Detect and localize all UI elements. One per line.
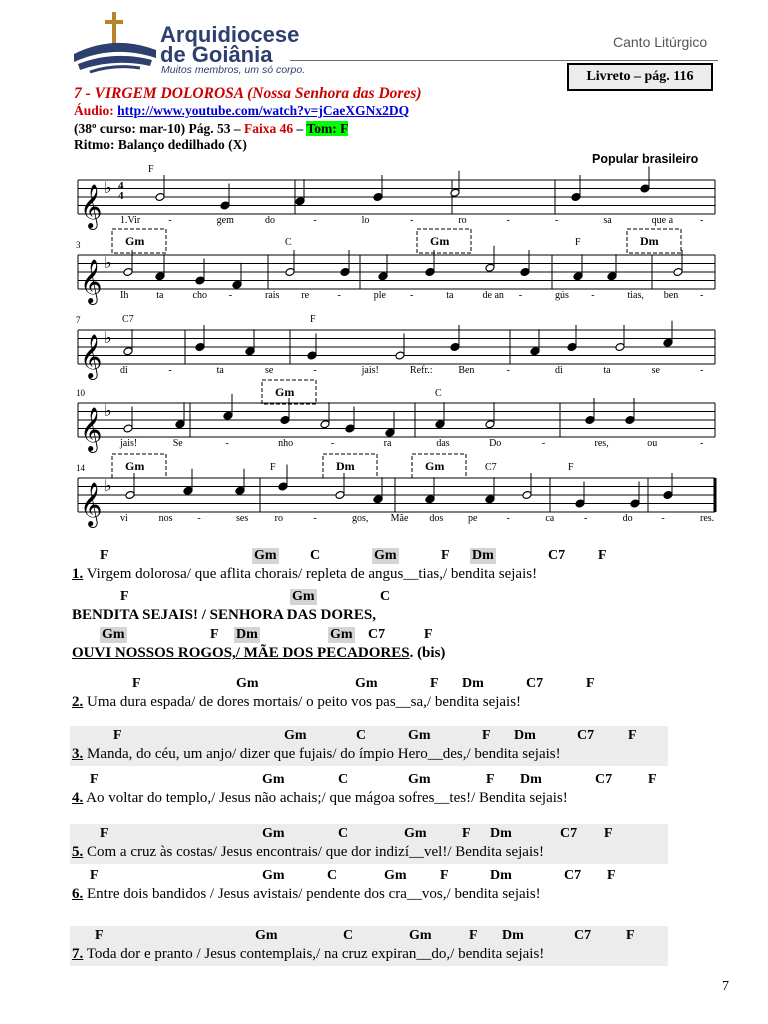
chord-symbol: F <box>604 826 613 841</box>
chord-symbol: F <box>607 868 616 883</box>
lyric-syllable: Se <box>172 438 183 449</box>
chord-symbol: C <box>327 868 338 883</box>
lyric-syllable: Ih <box>120 290 129 301</box>
lyric-syllable: se <box>265 365 274 376</box>
chord-symbol: Gm <box>102 627 125 642</box>
chord-symbol: C <box>356 728 367 743</box>
lyric-syllable: vi <box>120 513 128 524</box>
chord-row <box>0 826 768 846</box>
audio-label: Áudio: <box>74 103 114 118</box>
verse-text: Manda, do céu, um anjo/ dizer que fujais/ do ímpio Hero__des,/ bendita sejais! <box>83 746 561 762</box>
verse-line <box>72 694 521 714</box>
verse-line <box>72 886 541 906</box>
chord-symbol: Dm <box>490 868 512 883</box>
chord-symbol: Gm <box>254 548 277 563</box>
lyric-syllable: - <box>168 215 172 226</box>
chord-symbol: F <box>462 826 471 841</box>
lyric-syllable: ses <box>236 513 249 524</box>
lyric-syllable: nos <box>158 513 173 524</box>
chord-symbol: C <box>310 548 321 563</box>
flat-sign-icon: ♭ <box>104 180 112 197</box>
lyric-syllable: ca <box>545 513 555 524</box>
chord-symbol: Gm <box>374 548 397 563</box>
chord-symbol: C <box>380 589 391 604</box>
lyric-syllable: - <box>700 290 704 301</box>
treble-clef-icon: 𝄞 <box>80 336 103 378</box>
chord-symbol: F <box>210 627 219 642</box>
chord-symbol: C7 <box>368 627 386 642</box>
lyric-syllable: - <box>313 215 317 226</box>
lyric-syllable: - <box>591 290 595 301</box>
flat-sign-icon: ♭ <box>104 330 112 347</box>
treble-clef-icon: 𝄞 <box>80 484 103 526</box>
lyric-syllable: ta <box>156 290 164 301</box>
chord-row <box>0 548 768 568</box>
lyric-syllable: di <box>555 365 563 376</box>
chord-symbol: F <box>424 627 433 642</box>
chord-symbol: Gm <box>384 868 407 883</box>
verse-text: Virgem dolorosa/ que aflita chorais/ repleta de angus__tias,/ bendita sejais! <box>83 566 538 582</box>
lyric-syllable: - <box>313 513 317 524</box>
verse-text: Com a cruz às costas/ Jesus encontrais/ que dor indizí__vel!/ Bendita sejais! <box>83 844 544 860</box>
lyric-syllable: lo <box>361 215 370 226</box>
chord-row <box>0 728 768 748</box>
chord-symbol: C <box>285 237 292 248</box>
lyric-syllable: que a <box>651 215 674 226</box>
org-name-line2: de Goiânia <box>160 42 273 67</box>
time-signature-top: 4 <box>118 180 124 192</box>
lyric-syllable: - <box>584 513 588 524</box>
lyric-syllable: - <box>661 513 665 524</box>
track-number: Faixa 46 <box>244 121 294 136</box>
chord-symbol: F <box>628 728 637 743</box>
flat-sign-icon: ♭ <box>104 403 112 420</box>
verse-line <box>72 566 537 586</box>
lyric-syllable: ro <box>458 215 467 226</box>
chord-symbol: F <box>310 314 316 325</box>
chord-symbol: Gm <box>262 868 285 883</box>
chord-row <box>0 928 768 948</box>
lyric-syllable: - <box>330 438 335 449</box>
lyric-syllable: Do <box>489 438 502 449</box>
chord-symbol: Gm <box>236 676 259 691</box>
lyric-syllable: - <box>506 215 511 226</box>
chord-symbol: Gm <box>404 826 427 841</box>
lyric-syllable: ben <box>663 290 679 301</box>
refrain-line-2 <box>72 645 445 662</box>
lyric-syllable: - <box>228 290 233 301</box>
verse-line <box>72 844 544 864</box>
verse-number: 7. <box>72 946 84 962</box>
lyric-syllable: gos, <box>352 513 369 524</box>
chord-symbol: F <box>120 589 129 604</box>
lyric-syllable: - <box>506 365 511 376</box>
chord-symbol: C7 <box>574 928 592 943</box>
lyric-syllable: - <box>541 438 546 449</box>
chord-symbol: F <box>100 826 109 841</box>
lyric-syllable: - <box>168 365 172 376</box>
chord-symbol: Gm <box>262 826 285 841</box>
chord-symbol: F <box>626 928 635 943</box>
chord-symbol: F <box>575 237 581 248</box>
booklet-page-ref: Livreto – pág. 116 <box>567 63 713 91</box>
key-badge: Tom: F <box>306 121 349 136</box>
lyric-syllable: se <box>651 365 661 376</box>
chord-row <box>0 589 768 609</box>
verse-text: Uma dura espada/ de dores mortais/ o peito vos pas__sa,/ bendita sejais! <box>83 694 522 710</box>
chord-symbol: Dm <box>502 928 524 943</box>
chord-symbol: F <box>100 548 109 563</box>
chord-row <box>0 868 768 888</box>
lyric-syllable: - <box>410 290 414 301</box>
measure-number: 10 <box>76 388 85 398</box>
lyric-syllable: Ben <box>458 365 475 376</box>
verse-number: 1. <box>72 566 84 582</box>
chord-symbol: F <box>430 676 439 691</box>
lyric-syllable: sa <box>603 215 612 226</box>
song-title: 7 - VIRGEM DOLOROSA (Nossa Senhora das Dores) <box>74 85 422 102</box>
chord-symbol: C7 <box>485 462 497 473</box>
chord-symbol: Dm <box>490 826 512 841</box>
chord-symbol: Gm <box>409 928 432 943</box>
lyric-syllable: gem <box>216 215 234 226</box>
chord-symbol: Gm <box>292 589 315 604</box>
lyric-syllable: jais! <box>120 438 138 449</box>
org-name-line1: Arquidiocese <box>160 22 300 47</box>
refrain-text: OUVI NOSSOS ROGOS,/ MÃE DOS PECADORES <box>72 645 410 661</box>
chord-symbol: C <box>343 928 354 943</box>
flat-sign-icon: ♭ <box>104 255 112 272</box>
lyric-syllable: res. <box>700 513 715 524</box>
chord-symbol: Gm <box>275 385 295 399</box>
chord-symbol: C7 <box>595 772 613 787</box>
chord-symbol: Gm <box>330 627 353 642</box>
lyric-syllable: dos <box>429 513 444 524</box>
verse-number: 4. <box>72 790 84 806</box>
lyric-syllable: ou <box>647 438 658 449</box>
flat-sign-icon: ♭ <box>104 478 112 495</box>
lyric-syllable: jais! <box>361 365 379 376</box>
lyric-syllable: - <box>506 513 511 524</box>
chord-symbol: F <box>270 462 276 473</box>
chord-symbol: Dm <box>514 728 536 743</box>
time-signature-bottom: 4 <box>118 190 124 202</box>
lyric-syllable: - <box>700 438 704 449</box>
chord-symbol: Gm <box>125 234 145 248</box>
music-style: Popular brasileiro <box>592 152 699 166</box>
chord-symbol: C7 <box>560 826 578 841</box>
verse-text: Toda dor e pranto / Jesus contemplais,/ na cruz expiran__do,/ bendita sejais! <box>83 946 545 962</box>
lyric-syllable: pe <box>468 513 478 524</box>
chord-symbol: C7 <box>564 868 582 883</box>
chord-symbol: F <box>113 728 122 743</box>
verse-text: Entre dois bandidos / Jesus avistais/ pendente dos cra__vos,/ bendita sejais! <box>83 886 541 902</box>
lyric-syllable: das <box>436 438 450 449</box>
chord-symbol: C <box>435 388 442 399</box>
chord-symbol: Dm <box>640 234 659 248</box>
chord-symbol: F <box>148 164 154 175</box>
lyric-syllable: - <box>410 215 414 226</box>
verse-number: 6. <box>72 886 84 902</box>
measure-number: 7 <box>76 315 81 325</box>
lyric-syllable: nho <box>278 438 294 449</box>
verse-number: 3. <box>72 746 84 762</box>
chord-symbol: Gm <box>262 772 285 787</box>
lyric-syllable: do <box>265 215 275 226</box>
chord-symbol: F <box>648 772 657 787</box>
rhythm-info: Ritmo: Balanço dedilhado (X) <box>74 137 247 152</box>
chord-symbol: F <box>469 928 478 943</box>
measure-number: 3 <box>76 240 81 250</box>
lyric-syllable: - <box>337 290 341 301</box>
lyric-syllable: gús <box>555 290 569 301</box>
chord-symbol: Dm <box>520 772 542 787</box>
chord-symbol: Gm <box>125 459 145 473</box>
verse-line <box>72 946 544 966</box>
chord-symbol: Gm <box>284 728 307 743</box>
separator: – <box>293 121 307 136</box>
chord-symbol: F <box>440 868 449 883</box>
chord-symbol: F <box>95 928 104 943</box>
lyric-syllable: do <box>622 513 633 524</box>
lyric-syllable: ple <box>373 290 386 301</box>
chord-symbol: F <box>482 728 491 743</box>
lyric-syllable: cho <box>192 290 207 301</box>
chord-symbol: Gm <box>355 676 378 691</box>
chord-symbol: C <box>338 826 349 841</box>
treble-clef-icon: 𝄞 <box>80 409 103 451</box>
chord-symbol: F <box>441 548 450 563</box>
verse-line <box>72 790 568 810</box>
chord-symbol: C7 <box>577 728 595 743</box>
org-tagline: Muitos membros, um só corpo. <box>161 64 306 76</box>
chord-symbol: Gm <box>255 928 278 943</box>
lyric-syllable: ta <box>603 365 611 376</box>
verse-line <box>72 746 561 766</box>
lyric-syllable: 1.Vir <box>120 215 141 226</box>
lyric-syllable: de an <box>482 290 504 301</box>
lyric-syllable: - <box>225 438 229 449</box>
chord-symbol: Dm <box>236 627 258 642</box>
lyric-syllable: re <box>301 290 310 301</box>
lyric-syllable: di <box>120 365 128 376</box>
lyric-syllable: - <box>518 290 523 301</box>
chord-symbol: Gm <box>408 772 431 787</box>
chord-symbol: F <box>568 462 574 473</box>
lyric-syllable: - <box>197 513 201 524</box>
lyric-syllable: ta <box>216 365 224 376</box>
chord-row <box>0 772 768 792</box>
audio-link[interactable]: http://www.youtube.com/watch?v=jCaeXGNx2DQ <box>117 103 410 118</box>
lyric-syllable: ta <box>446 290 454 301</box>
chord-symbol: Gm <box>408 728 431 743</box>
chord-symbol: Dm <box>336 459 355 473</box>
chord-symbol: Gm <box>430 234 450 248</box>
chord-symbol: F <box>90 772 99 787</box>
course-text: (38º curso: mar-10) Pág. 53 – <box>74 121 245 136</box>
lyric-syllable: - <box>555 215 559 226</box>
lyric-syllable: Refr.: <box>410 365 433 376</box>
lyric-syllable: tias, <box>627 290 644 301</box>
chord-symbol: F <box>598 548 607 563</box>
chord-symbol: F <box>132 676 141 691</box>
chord-row <box>0 627 768 647</box>
chord-symbol: F <box>486 772 495 787</box>
measure-number: 14 <box>76 463 85 473</box>
chord-symbol: Dm <box>462 676 484 691</box>
chord-row <box>0 676 768 696</box>
verse-text: Ao voltar do templo,/ Jesus não achais;/ que mágoa sofres__tes!/ Bendita sejais! <box>83 790 568 806</box>
chord-symbol: F <box>586 676 595 691</box>
lyric-syllable: ra <box>383 438 392 449</box>
lyric-syllable: - <box>700 215 704 226</box>
lyric-syllable: - <box>313 365 317 376</box>
lyric-syllable: rais <box>265 290 280 301</box>
chord-symbol: C7 <box>122 314 134 325</box>
chord-symbol: F <box>90 868 99 883</box>
treble-clef-icon: 𝄞 <box>80 186 103 228</box>
verse-number: 2. <box>72 694 84 710</box>
chord-symbol: C7 <box>526 676 544 691</box>
chord-symbol: Dm <box>472 548 494 563</box>
lyric-syllable: Mãe <box>390 513 409 524</box>
verse-number: 5. <box>72 844 84 860</box>
chord-symbol: Gm <box>425 459 445 473</box>
page-number: 7 <box>722 979 729 994</box>
lyric-syllable: - <box>700 365 704 376</box>
refrain-line-1: BENDITA SEJAIS! / SENHORA DAS DORES, <box>72 607 376 623</box>
treble-clef-icon: 𝄞 <box>80 261 103 303</box>
section-title: Canto Litúrgico <box>613 34 708 50</box>
chord-symbol: C7 <box>548 548 566 563</box>
lyric-syllable: res, <box>594 438 609 449</box>
refrain-repeat: . (bis) <box>409 645 446 661</box>
chord-symbol: C <box>338 772 349 787</box>
lyric-syllable: ro <box>274 513 284 524</box>
